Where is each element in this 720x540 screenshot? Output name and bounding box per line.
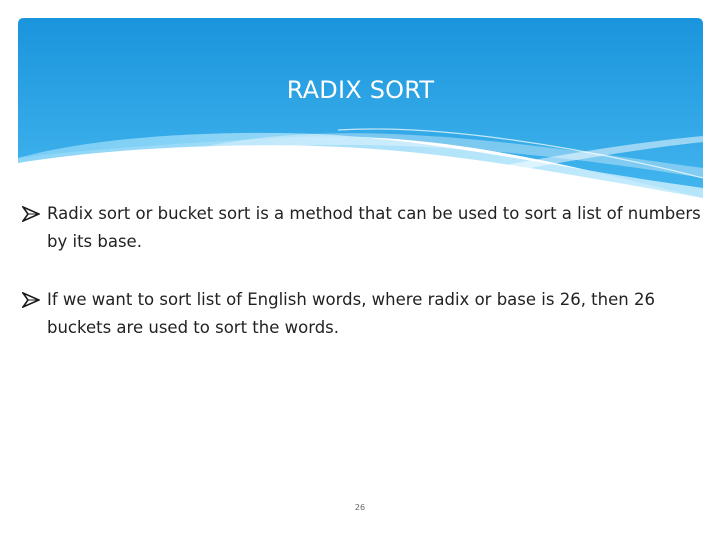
bullet-item bbox=[22, 200, 702, 256]
bullet-item bbox=[22, 286, 702, 342]
page-number: 26 bbox=[354, 503, 366, 512]
bullet-list bbox=[22, 200, 702, 372]
slide-title: RADIX SORT bbox=[286, 76, 435, 104]
banner-background bbox=[18, 18, 703, 198]
arrow-bullet-icon bbox=[22, 292, 40, 308]
title-banner bbox=[18, 18, 703, 198]
arrow-bullet-icon bbox=[22, 206, 40, 222]
bullet-text: Radix sort or bucket sort is a method that can be used to sort a list of numbers by its base. bbox=[47, 204, 701, 251]
bullet-text: If we want to sort list of English words, where radix or base is 26, then 26 buckets are used to sort the words. bbox=[47, 290, 655, 337]
